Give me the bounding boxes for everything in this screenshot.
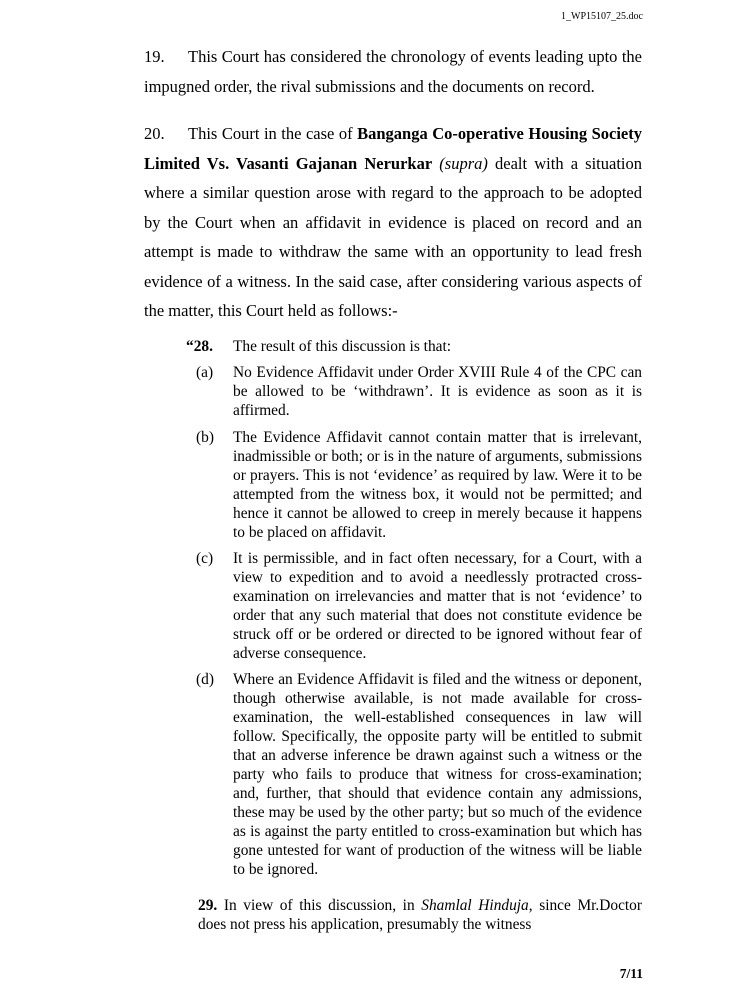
list-item <box>196 670 642 879</box>
item-label: (d) <box>196 671 214 688</box>
item-text: It is permissible, and in fact often necessary, for a Court, with a view to expedition and to avoid a needlessly protracted cross-examination on irrelevancies and matter that is not ‘evidence’ to order that any such material that does not constitute evidence be struck off or be ordered or directed to be ignored without fear of adverse consequence. <box>233 550 642 662</box>
supra-reference: (supra) <box>439 153 488 173</box>
paragraph-text-end: , since Mr.Doctor does not press his application, presumably the witness <box>198 897 642 933</box>
case-citation: Shamlal Hinduja <box>421 897 529 914</box>
page-number: 7/11 <box>619 966 643 981</box>
quote-intro: The result of this discussion is that: <box>233 338 452 355</box>
quote-number: 29. <box>198 897 218 914</box>
paragraph-text-start: This Court in the case of <box>188 124 358 143</box>
item-label: (b) <box>196 429 214 446</box>
list-item <box>196 549 642 663</box>
quoted-paragraph-28 <box>186 337 642 356</box>
paragraph-20 <box>144 119 642 326</box>
paragraph-19 <box>144 42 642 101</box>
paragraph-text: This Court has considered the chronology of events leading upto the impugned order, the rival submissions and the documents on record. <box>144 47 642 96</box>
paragraph-number: 19. <box>144 47 165 66</box>
item-text: No Evidence Affidavit under Order XVIII Rule 4 of the CPC can be allowed to be ‘withdrawn’. It is evidence as soon as it is affirmed. <box>233 364 642 419</box>
quote-number: “28. <box>186 338 213 355</box>
paragraph-text-start: In view of this discussion, in <box>217 897 422 914</box>
item-label: (a) <box>196 364 214 381</box>
item-label: (c) <box>196 550 214 567</box>
list-item <box>196 363 642 420</box>
case-citation: Banganga Co-operative Housing Society Limited Vs. Vasanti Gajanan Nerurkar <box>144 124 643 173</box>
item-text: The Evidence Affidavit cannot contain matter that is irrelevant, inadmissible or both; or is in the nature of arguments, submissions or prayers. This is not ‘evidence’ as required by law. Were it to be attempted from the witness box, it would not be permitted; and hence it cannot be allowed to creep in merely because it happens to be placed on affidavit. <box>233 429 642 541</box>
item-text: Where an Evidence Affidavit is filed and the witness or deponent, though otherwise available, is not made available for cross-examination, the well-established consequences in law will follow. Specifically, the opposite party will be entitled to submit that an adverse inference be drawn against such a witness or the party who fails to produce that witness for cross-examination; and, further, that should that evidence contain any admissions, these may be used by the other party; but so much of the evidence as is against the party entitled to cross-examination but which has gone untested for want of production of the witness will be liable to be ignored. <box>233 671 642 878</box>
paragraph-text-end: dealt with a situation where a similar question arose with regard to the approach to be adopted by the Court when an affidavit in evidence is placed on record and an attempt is made to withdraw the same with an opportunity to lead fresh evidence of a witness. In the said case, after considering various aspects of the matter, this Court held as follows:- <box>144 153 642 320</box>
document-id-header: 1_WP15107_25.doc <box>561 11 643 22</box>
quoted-paragraph-29 <box>198 896 642 934</box>
list-item <box>196 428 642 542</box>
paragraph-number: 20. <box>144 124 165 143</box>
